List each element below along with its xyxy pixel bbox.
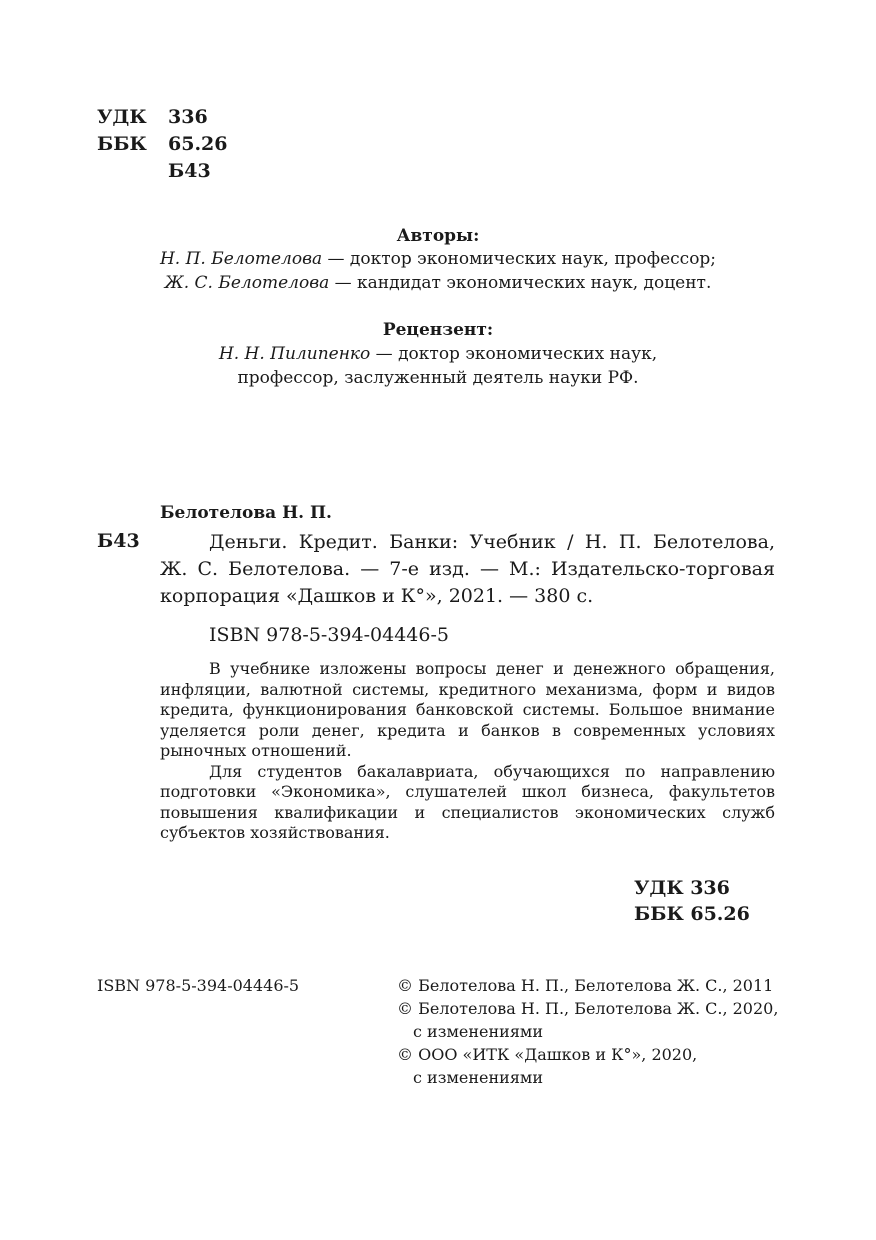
- abstract-paragraph-2: Для студентов бакалавриата, обучающихся по направлению подготовки «Экономика», слушателей школ бизнеса, факультетов повышения квалификации и специалистов экономических служб субъектов хозяйствования.: [160, 761, 775, 842]
- entry-line-3: корпорация «Дашков и К°», 2021. — 380 с.: [160, 585, 594, 607]
- author-line-1: [0, 249, 876, 269]
- author-line-2: [0, 273, 876, 293]
- author-mark: Б43: [168, 160, 211, 182]
- entry-line-2: Ж. С. Белотелова. — 7-е изд. — М.: Издательско-торговая: [160, 558, 775, 580]
- bbk-value: 65.26: [168, 133, 228, 155]
- footer-bbk: ББК 65.26: [634, 903, 750, 925]
- copyright-line-5: с изменениями: [413, 1068, 544, 1087]
- reviewer-title: — доктор экономических наук,: [370, 344, 658, 364]
- copyright-line-2: © Белотелова Н. П., Белотелова Ж. С., 2020,: [397, 999, 779, 1018]
- copyright-line-1: © Белотелова Н. П., Белотелова Ж. С., 2011: [397, 976, 774, 995]
- authors-heading: Авторы:: [396, 226, 480, 246]
- entry-author-heading: Белотелова Н. П.: [160, 503, 332, 523]
- copyright-line-4: © ООО «ИТК «Дашков и К°», 2020,: [397, 1045, 698, 1064]
- copyright-line-3: с изменениями: [413, 1022, 544, 1041]
- abstract: [160, 659, 775, 844]
- footer-udk: УДК 336: [634, 877, 730, 899]
- reviewer-name: Н. Н. Пилипенко: [218, 344, 371, 364]
- reviewer-heading: Рецензент:: [382, 320, 494, 340]
- author-name-2: Ж. С. Белотелова: [164, 273, 330, 293]
- author-title-2: — кандидат экономических наук, доцент.: [329, 273, 712, 293]
- entry-mark: Б43: [97, 530, 140, 552]
- abstract-paragraph-1: В учебнике изложены вопросы денег и денежного обращения, инфляции, валютной системы, кредитного механизма, форм и видов кредита, функционирования банковской системы. Большое внимание уделяется роли денег, кредита и банков в современных условиях рыночных отношений.: [160, 659, 775, 760]
- bbk-label: ББК: [97, 133, 147, 155]
- author-name-1: Н. П. Белотелова: [159, 249, 323, 269]
- copyright-isbn: ISBN 978-5-394-04446-5: [97, 976, 300, 995]
- udk-value: 336: [168, 106, 208, 128]
- entry-isbn: ISBN 978-5-394-04446-5: [209, 624, 449, 646]
- udk-label: УДК: [97, 106, 147, 128]
- reviewer-line-1: [0, 344, 876, 364]
- reviewer-line-2: профессор, заслуженный деятель науки РФ.: [237, 368, 639, 388]
- author-title-1: — доктор экономических наук, профессор;: [322, 249, 717, 269]
- entry-line-1: Деньги. Кредит. Банки: Учебник / Н. П. Белотелова,: [209, 531, 775, 553]
